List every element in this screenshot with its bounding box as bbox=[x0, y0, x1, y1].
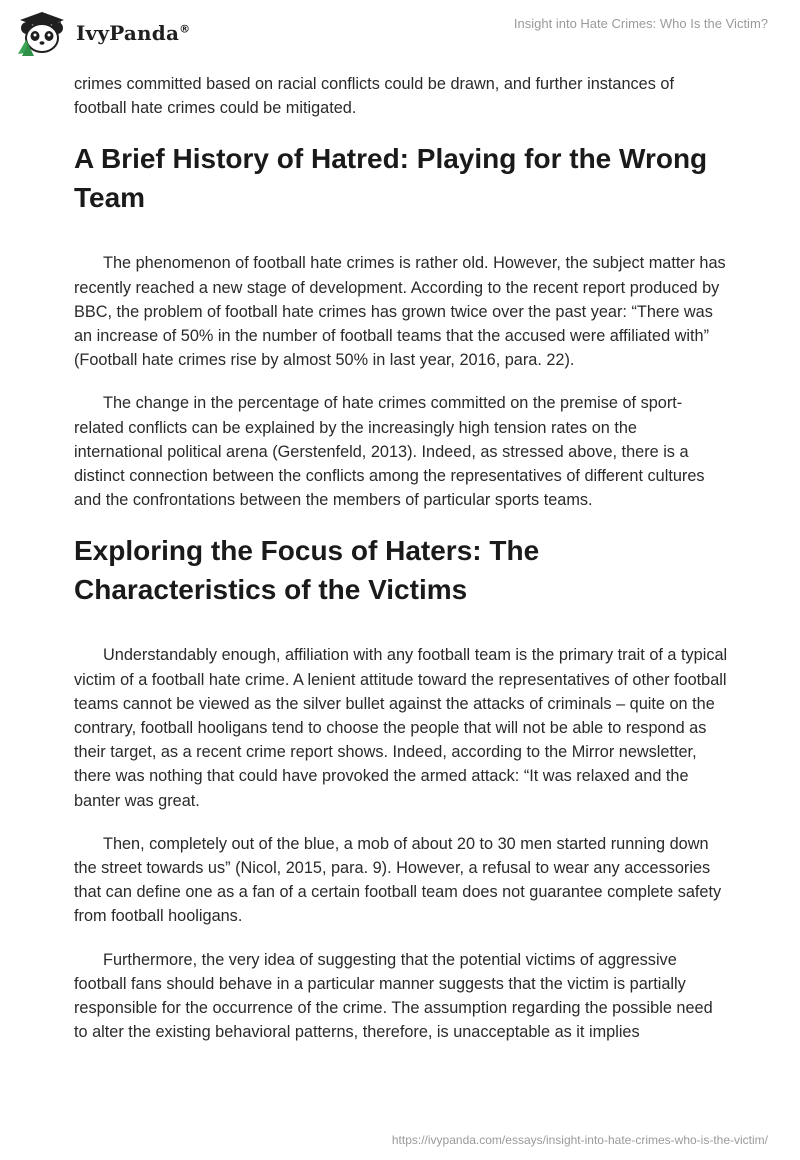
paragraph: Furthermore, the very idea of suggesting that the potential victims of aggressive football fans should behave in a particular manner suggests that the victim is partially responsible for the occurrence of the crime. The assumption regarding the possible need to alter the existing behavioral patterns, therefore, is unacceptable as it implies bbox=[74, 950, 713, 1042]
section-heading-history: A Brief History of Hatred: Playing for the Wrong Team bbox=[74, 143, 708, 214]
paragraph: The phenomenon of football hate crimes is rather old. However, the subject matter has recently reached a new stage of development. According to the recent report produced by BBC, the problem of football hate crimes has grown twice over the past year: “There was an increase of 50% in the number of football teams that the accused were affiliated with” (Football hate crimes rise by almost 50% in last year, 2016, para. 22). bbox=[74, 254, 726, 370]
section-heading-victims: Exploring the Focus of Haters: The Characteristics of the Victims bbox=[74, 535, 540, 606]
document-title: Insight into Hate Crimes: Who Is the Victim? bbox=[513, 16, 768, 31]
paragraph: The change in the percentage of hate crimes committed on the premise of sport-related conflicts can be explained by the increasingly high tension rates on the international political arena (Gerstenfeld, 2013). Indeed, as stressed above, there is a distinct connection between the conflicts among the representatives of different cultures and the confrontations between the members of particular sports teams. bbox=[74, 394, 705, 510]
intro-paragraph: crimes committed based on racial conflicts could be drawn, and further instances of football hate crimes could be mitigated. bbox=[74, 75, 674, 118]
paragraph: Understandably enough, affiliation with any football team is the primary trait of a typical victim of a football hate crime. A lenient attitude toward the representatives of other football teams cannot be viewed as the silver bullet against the attacks of criminals – quite on the contrary, football hooligans tend to choose the people that will not be able to respond as their target, as a recent crime report shows. Indeed, according to the Mirror newsletter, there was nothing that could have provoked the armed attack: “It was relaxed and the banter was great. bbox=[74, 646, 728, 810]
panda-graduate-icon bbox=[14, 10, 70, 56]
paragraph: Then, completely out of the blue, a mob of about 20 to 30 men started running down the street towards us” (Nicol, 2015, para. 9). However, a refusal to wear any accessories that can define one as a fan of a certain football team does not guarantee complete safety from football hooligans. bbox=[74, 834, 722, 926]
essay-body bbox=[74, 72, 730, 1063]
registered-mark: ® bbox=[179, 22, 191, 36]
source-url[interactable]: https://ivypanda.com/essays/insight-into-hate-crimes-who-is-the-victim/ bbox=[391, 1133, 768, 1147]
page-header bbox=[0, 0, 800, 66]
ivypanda-logo[interactable] bbox=[14, 10, 190, 56]
logo-wordmark: IvyPanda® bbox=[76, 21, 191, 45]
